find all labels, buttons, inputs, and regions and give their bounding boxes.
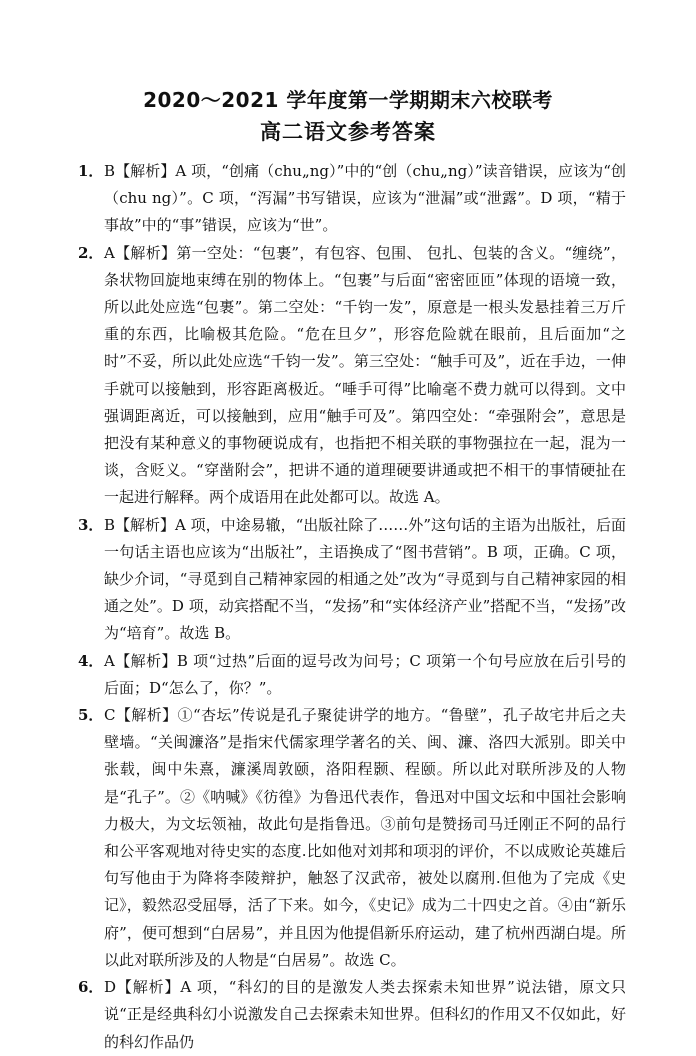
answer-number: 1． xyxy=(78,162,104,180)
answer-item-1 xyxy=(78,158,626,240)
answer-number: 4． xyxy=(78,651,104,670)
answer-list xyxy=(78,158,626,1056)
answer-text: D【解析】A 项，“科幻的目的是激发人类去探索未知世界”说法错，原文只说“正是经典科幻小说激发自己去探索未知世界。但科幻的作用又不仅如此，好的科幻作品仍 xyxy=(104,978,626,1051)
answer-text: A【解析】第一空处：“包裹”，有包容、包围、 包扎、包装的含义。“缠绕”，条状物回旋地束缚在别的物体上。“包裹”与后面“密密匝匝”体现的语境一致，所以此处应选“包裹”。第二空处：“千钧一发”，原意是一根头发悬挂着三万斤重的东西，比喻极其危险。“危在旦夕”，形容危险就在眼前，且后面加“之时”不妥，所以此处应选“千钧一发”。第三空处：“触手可及”，近在手边，一伸手就可以接触到，形容距离极近。“唾手可得”比喻毫不费力就可以得到。文中强调距离近，可以接触到，应用“触手可及”。第四空处：“牵强附会”，意思是把没有某种意义的事物硬说成有，也指把不相关联的事物强拉在一起，混为一谈，含贬义。“穿凿附会”，把讲不通的道理硬要讲通或把不相干的事情硬扯在一起进行解释。两个成语用在此处都可以。故选 A。 xyxy=(104,243,626,507)
answer-number: 5． xyxy=(78,706,104,725)
answer-item-4 xyxy=(78,648,626,702)
answer-item-5 xyxy=(78,702,626,974)
answer-item-6 xyxy=(78,974,626,1056)
document-subtitle: 高二语文参考答案 xyxy=(260,120,436,144)
answer-number: 3． xyxy=(78,515,104,534)
document-title: 2020～2021 学年度第一学期期末六校联考 xyxy=(143,88,553,112)
answer-text: B【解析】A 项，“创痛（chu„ng）”中的“创（chu„ng）”读音错误，应该为“创（chu ng）”。C 项，“泻漏”书写错误，应该为“泄漏”或“泄露”。D 项，“精于事故”中的“事”错误，应该为“世”。 xyxy=(104,162,626,235)
answer-item-2 xyxy=(78,240,626,512)
answer-text: A【解析】B 项“过热”后面的逗号改为问号；C 项第一个句号应放在后引号的后面；D“怎么了，你？”。 xyxy=(104,651,626,697)
answer-number: 2． xyxy=(78,243,104,262)
answer-item-3 xyxy=(78,512,626,648)
answer-text: B【解析】A 项，中途易辙，“出版社除了……外”这句话的主语为出版社，后面一句话主语也应该为“出版社”，主语换成了“图书营销”。B 项，正确。C 项，缺少介词，“寻觅到自己精神家园的相通之处”改为“寻觅到与自己精神家园的相通之处”。D 项，动宾搭配不当，“发扬”和“实体经济产业”搭配不当，“发扬”改为“培育”。故选 B。 xyxy=(104,515,626,643)
answer-number: 6． xyxy=(78,978,104,997)
answer-text: C【解析】①“杏坛”传说是孔子聚徒讲学的地方。“鲁壁”，孔子故宅井后之夫壁墙。“关闽濂洛”是指宋代儒家理学著名的关、闽、濂、洛四大派别。即关中张载，闽中朱熹，濂溪周敦颐，洛阳程颢、程颐。所以此对联所涉及的人物是“孔子”。②《呐喊》《彷徨》为鲁迅代表作，鲁迅对中国文坛和中国社会影响力极大，为文坛领袖，故此句是指鲁迅。③前句是赞扬司马迁刚正不阿的品行和公平客观地对待史实的态度.比如他对刘邦和项羽的评价，不以成败论英雄后句写他由于为降将李陵辩护，触怒了汉武帝，被处以腐刑.但他为了完成《史记》，毅然忍受屈辱，活了下来。如今，《史记》成为二十四史之首。④由“新乐府”，便可想到“白居易”，并且因为他提倡新乐府运动，建了杭州西湖白堤。所以此对联所涉及的人物是“白居易”。故选 C。 xyxy=(104,706,626,969)
